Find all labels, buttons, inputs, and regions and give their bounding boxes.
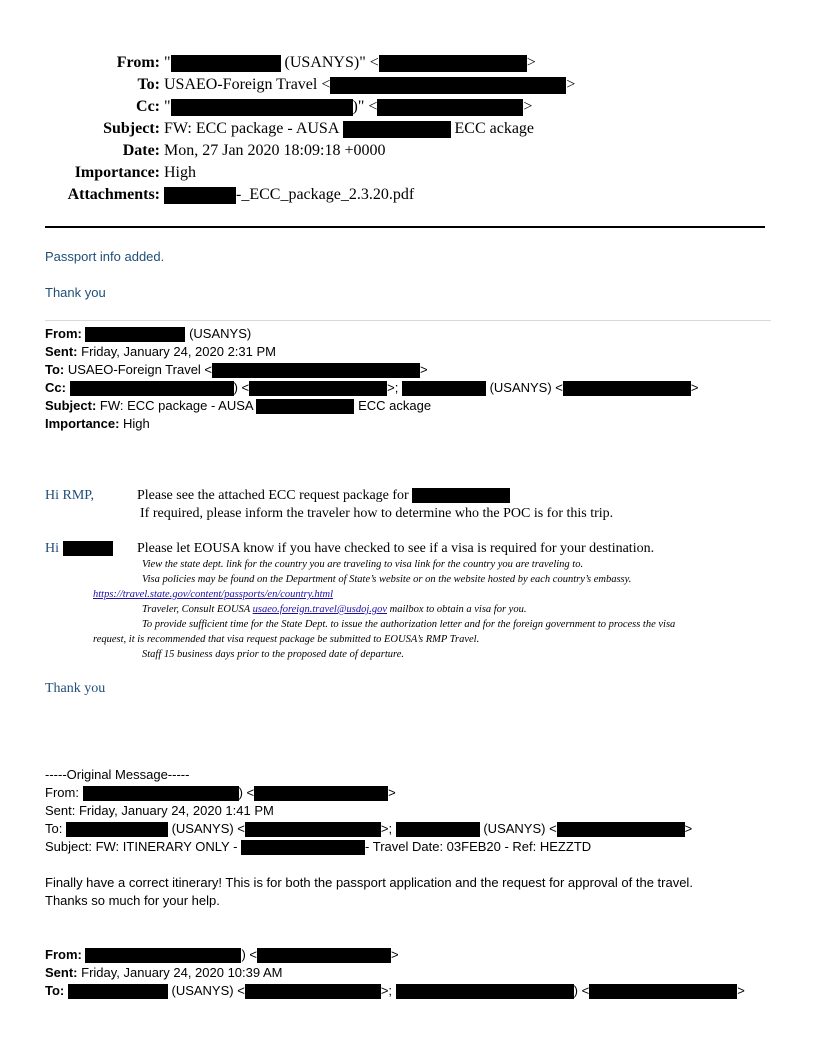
fwd1-importance-row: Importance: High [45, 416, 150, 431]
header-to-label: To: [137, 76, 160, 93]
redaction [563, 381, 691, 396]
greeting-hi: Hi [45, 540, 113, 558]
header-subject-row: Subject: FW: ECC package - AUSA ECC ackage [0, 118, 816, 140]
redaction [557, 822, 685, 837]
header-from-row: From: " (USANYS)" < > [0, 52, 816, 74]
fwd1-subject-row: Subject: FW: ECC package - AUSA ECC ackage [45, 398, 432, 413]
visa-note-3: Traveler, Consult EOUSA usaeo.foreign.travel@usdoj.gov mailbox to obtain a visa for you. [142, 604, 527, 615]
fwd1-to-row: To: USAEO-Foreign Travel < > [45, 362, 428, 377]
orig-sent-row: Sent: Friday, January 24, 2020 1:41 PM [45, 803, 274, 818]
redaction [254, 786, 388, 801]
header-importance-label: Importance: [74, 164, 160, 181]
header-to-row: To: USAEO-Foreign Travel < > [0, 74, 816, 96]
fwd1-from-row: From: (USANYS) [45, 326, 252, 341]
fwd2-from-row: From: ) < > [45, 947, 399, 962]
header-cc-label: Cc: [136, 98, 160, 115]
orig-body-line-2: Thanks so much for your help. [45, 893, 220, 908]
redaction [402, 381, 486, 396]
fwd2-to-row: To: (USANYS) < >; ) < > [45, 983, 745, 998]
redaction [245, 822, 381, 837]
visa-note-5: request, it is recommended that visa request package be submitted to EOUSA’s RMP Travel. [93, 634, 480, 645]
redaction [68, 984, 168, 999]
header-cc-row: Cc: " )" < > [0, 96, 816, 118]
header-date-value: Mon, 27 Jan 2020 18:09:18 +0000 [164, 142, 386, 159]
redaction [396, 984, 574, 999]
redaction [249, 381, 387, 396]
redaction [83, 786, 239, 801]
header-subject-label: Subject: [103, 120, 160, 137]
redaction [343, 121, 451, 138]
greeting-rmp: Hi RMP, [45, 488, 95, 503]
header-importance-row [0, 162, 816, 184]
redaction [379, 55, 527, 72]
fwd2-sent-row: Sent: Friday, January 24, 2020 10:39 AM [45, 965, 283, 980]
body1-para2: Please let EOUSA know if you have checked to see if a visa is required for your destination. [137, 541, 655, 556]
redaction [396, 822, 480, 837]
attachment-link[interactable]: -_ECC_package_2.3.20.pdf [164, 184, 414, 206]
redaction [70, 381, 234, 396]
body1-para1a: Please see the attached ECC request package for [137, 487, 510, 505]
forward-divider [45, 320, 771, 321]
orig-subject-row: Subject: FW: ITINERARY ONLY - - Travel Date: 03FEB20 - Ref: HEZZTD [45, 839, 592, 854]
redaction [85, 327, 185, 342]
header-divider [45, 226, 765, 228]
redaction [257, 948, 391, 963]
redaction [241, 840, 365, 855]
orig-to-row: To: (USANYS) < >; (USANYS) < > [45, 821, 693, 836]
redaction [412, 488, 510, 503]
thanks-line: Thank you [45, 681, 106, 696]
eousa-email-link[interactable]: usaeo.foreign.travel@usdoj.gov [252, 604, 388, 615]
body1-para1b: If required, please inform the traveler how to determine who the POC is for this trip. [140, 506, 614, 521]
redaction [330, 77, 566, 94]
fwd1-cc-row: Cc: ) < >; (USANYS) < > [45, 380, 699, 395]
redaction [63, 541, 113, 556]
redaction [171, 99, 353, 116]
redaction [589, 984, 737, 999]
redaction [66, 822, 168, 837]
header-date-label: Date: [122, 142, 160, 159]
visa-note-6: Staff 15 business days prior to the proposed date of departure. [142, 649, 405, 660]
redaction [171, 55, 281, 72]
redaction [256, 399, 354, 414]
header-from-label: From: [116, 54, 160, 71]
header-attachments-row [0, 184, 816, 206]
header-attachments-label: Attachments: [67, 186, 160, 203]
redaction [164, 187, 236, 204]
header-date-row [0, 140, 816, 162]
visa-note-4: To provide sufficient time for the State Dept. to issue the authorization letter and for the foreign government to process the visa [142, 619, 676, 630]
reply-line-1: Passport info added. [45, 249, 165, 264]
visa-note-2: Visa policies may be found on the Department of State’s website or on the website hosted by each country’s embassy. [142, 574, 632, 585]
fwd1-sent-row: Sent: Friday, January 24, 2020 2:31 PM [45, 344, 276, 359]
reply-line-2: Thank you [45, 285, 106, 300]
visa-note-1: View the state dept. link for the country you are traveling to visa link for the country you are traveling to. [142, 559, 584, 570]
redaction [85, 948, 241, 963]
original-divider: -----Original Message----- [45, 767, 190, 782]
orig-body-line-1: Finally have a correct itinerary! This is for both the passport application and the request for approval of the travel. [45, 875, 693, 890]
redaction [212, 363, 420, 378]
state-dept-link[interactable]: https://travel.state.gov/content/passports/en/country.html [93, 589, 334, 600]
redaction [377, 99, 523, 116]
orig-from-row: From: ) < > [45, 785, 396, 800]
redaction [245, 984, 381, 999]
header-importance-value: High [164, 164, 196, 181]
